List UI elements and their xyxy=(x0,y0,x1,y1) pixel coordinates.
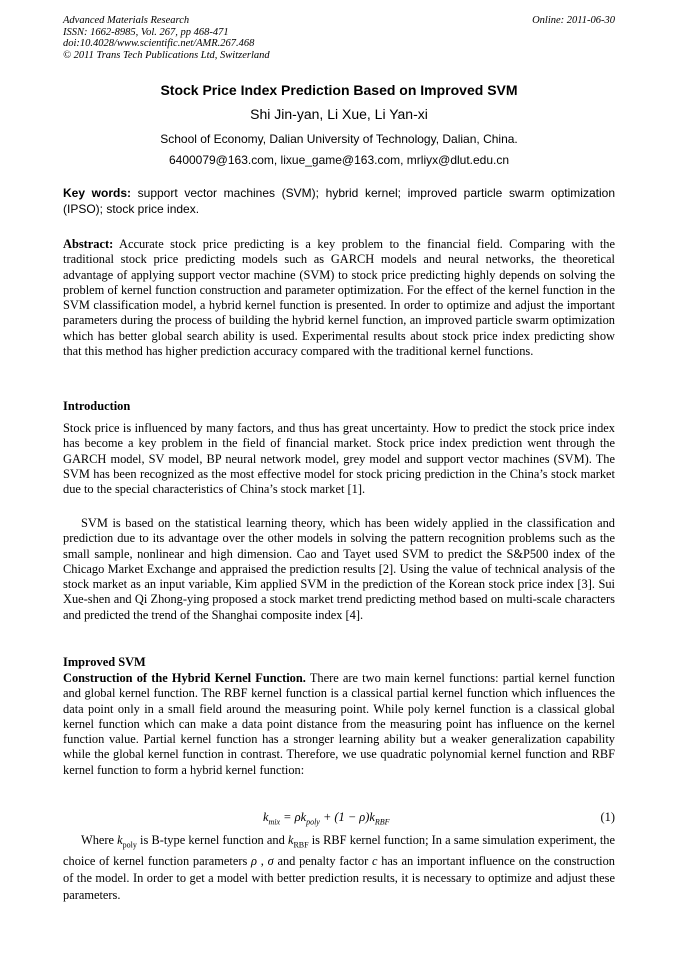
where-text-3: is RBF kernel function; In a same simulation experiment, the choice of kernel function parameters xyxy=(63,833,615,869)
keywords-label: Key words: xyxy=(63,186,131,200)
improved-svm-text: There are two main kernel functions: partial kernel function and global kernel function. The RBF kernel function is a classical partial kernel function which influences the data point only in a small field around the measuring point. While poly kernel function is a classical global kernel function which can make a data point distance from the measuring point has influence on the kernel function value. Partial kernel function has a stronger learning ability but a weaker generalization capability while the global kernel function in contrast. Therefore, we use quadratic polynomial kernel function and RBF kernel function to form a hybrid kernel function: xyxy=(63,671,615,777)
where-text-5: and penalty factor xyxy=(273,854,372,869)
keywords xyxy=(63,185,615,217)
equation-number: (1) xyxy=(600,810,615,824)
abstract-label: Abstract: xyxy=(63,237,114,251)
keywords-text: support vector machines (SVM); hybrid kernel; improved particle swarm optimization (IPSO); stock price index. xyxy=(63,186,615,216)
affiliation: School of Economy, Dalian University of Technology, Dalian, China. xyxy=(160,132,518,146)
where-text-1: Where xyxy=(81,833,118,847)
where-text-2: is B-type kernel function and xyxy=(136,833,288,847)
abstract xyxy=(63,237,615,359)
journal-name: Advanced Materials Research xyxy=(63,15,190,26)
copyright-line: © 2011 Trans Tech Publications Ltd, Switzerland xyxy=(63,49,270,61)
k-poly-sub: poly xyxy=(122,840,137,850)
where-text-6: has an important influence on the construction of the model. In order to get a model with better prediction results, it is necessary to optimize and adjust these parameters. xyxy=(63,854,615,903)
equation-sub-rbf: RBF xyxy=(374,817,390,827)
improved-svm-heading: Improved SVM xyxy=(63,655,146,669)
equation-term-a: = ρk xyxy=(280,810,307,824)
introduction-heading: Introduction xyxy=(63,399,131,413)
hybrid-kernel-subheading: Construction of the Hybrid Kernel Function. xyxy=(63,671,306,685)
where-paragraph xyxy=(63,832,615,904)
equation-lhs-sub: mix xyxy=(268,817,281,827)
abstract-text: Accurate stock price predicting is a key problem to the financial field. Comparing with the traditional stock price predicting models such as GARCH models and neural networks, the theoretical advantage of applying support vector machine (SVM) to stock price predicting highly depends on solving the problem of kernel function construction and parameter optimization. For the effect of the kernel function in the SVM classification model, a hybrid kernel function is presented. In order to optimize and adjust the important parameters during the process of building the hybrid kernel function, an improved particle swarm optimization which has better global search ability is used. Experimental results about stock price index predicting show that this method has higher prediction accuracy compared with the traditional kernel functions. xyxy=(63,237,616,359)
k-rbf-sub: RBF xyxy=(293,840,309,850)
equation-lhs: k xyxy=(263,810,269,824)
equation-sub-poly: poly xyxy=(306,817,320,827)
rho-symbol: ρ xyxy=(251,854,257,869)
equation-term-b: + (1 − ρ)k xyxy=(319,810,375,824)
equation-formula xyxy=(263,810,390,826)
equation-1 xyxy=(63,810,615,828)
introduction-paragraph-2: SVM is based on the statistical learning theory, which has been widely applied in the classification and prediction due to its advantage over the other models in solving the pattern recognition problems such as the small sample, nonlinear and high dimension. Cao and Tayet used SVM to predict the S&P500 index of the Chicago Market Exchange and appraised the prediction results [2]. Using the value of technical analysis of the stock market as an input variable, Kim applied SVM in the prediction of the Korean stock price index [3]. Sui Xue-shen and Qi Zhong-ying proposed a stock market trend predicting method based on multi-scale characters and predicted the trend of the Shanghai composite index [4]. xyxy=(63,516,615,622)
doi-line: doi:10.4028/www.scientific.net/AMR.267.468 xyxy=(63,38,255,49)
improved-svm-paragraph xyxy=(63,671,615,778)
online-date: Online: 2011-06-30 xyxy=(532,15,615,26)
paper-title: Stock Price Index Prediction Based on Improved SVM xyxy=(160,82,518,98)
emails: 6400079@163.com, lixue_game@163.com, mrliyx@dlut.edu.cn xyxy=(168,153,510,167)
c-symbol: c xyxy=(371,854,378,869)
sigma-symbol: σ xyxy=(267,854,274,869)
k-poly-symbol: k xyxy=(117,833,123,847)
issn-line: ISSN: 1662-8985, Vol. 267, pp 468-471 xyxy=(63,26,229,38)
where-text-4: , xyxy=(256,854,268,869)
journal-header xyxy=(63,15,615,61)
k-rbf-symbol: k xyxy=(287,833,294,847)
introduction-paragraph-1: Stock price is influenced by many factors, and thus has great uncertainty. How to predict the stock price index has become a key problem in the field of financial market. Stock price index prediction went through the GARCH model, SV model, BP neural network model, grey model and support vector machines (SVM). The SVM has been recognized as the most effective model for stock pricing prediction in the China’s stock market due to the special characteristics of China’s stock market [1]. xyxy=(63,421,615,497)
authors: Shi Jin-yan, Li Xue, Li Yan-xi xyxy=(250,106,428,122)
